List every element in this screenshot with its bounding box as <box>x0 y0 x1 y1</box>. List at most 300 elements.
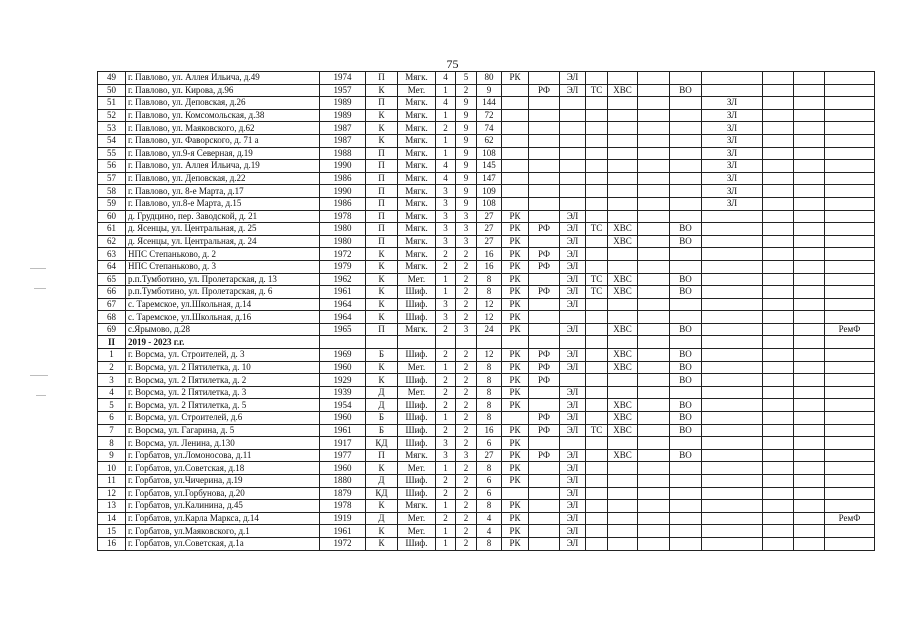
cell-el <box>560 109 586 122</box>
cell-walls: Мягк. <box>398 147 436 160</box>
cell-c14 <box>794 437 825 450</box>
cell-zl: ЗЛ <box>702 109 763 122</box>
cell-apartments: 12 <box>477 349 502 362</box>
cell-remf <box>825 361 875 374</box>
cell-floors: 4 <box>436 160 456 173</box>
cell-ts <box>586 399 608 412</box>
cell-entrances: 2 <box>456 500 477 513</box>
cell-ts <box>586 260 608 273</box>
cell-remf <box>825 235 875 248</box>
cell-year: 1917 <box>320 437 366 450</box>
cell-c14 <box>794 424 825 437</box>
cell-year: 1988 <box>320 147 366 160</box>
cell-remf <box>825 160 875 173</box>
cell-remf <box>825 273 875 286</box>
cell-entrances: 2 <box>456 399 477 412</box>
cell-c14 <box>794 97 825 110</box>
cell-rf <box>529 298 560 311</box>
cell-remf <box>825 424 875 437</box>
cell-hvs <box>608 437 638 450</box>
cell-c13 <box>763 512 794 525</box>
cell-hvs: ХВС <box>608 361 638 374</box>
scan-artifact <box>30 375 48 376</box>
cell-vo <box>670 210 702 223</box>
cell-entrances: 2 <box>456 437 477 450</box>
cell-material: К <box>366 109 398 122</box>
cell-c14 <box>794 298 825 311</box>
cell-c10 <box>638 487 670 500</box>
cell-ts <box>586 487 608 500</box>
cell-ts <box>586 311 608 324</box>
cell-apartments: 8 <box>477 374 502 387</box>
table-row <box>98 311 875 324</box>
cell-el <box>560 336 586 349</box>
cell-year: 1964 <box>320 311 366 324</box>
cell-c14 <box>794 160 825 173</box>
cell-c10 <box>638 147 670 160</box>
table-row <box>98 298 875 311</box>
cell-c13 <box>763 248 794 261</box>
cell-floors: 4 <box>436 72 456 85</box>
cell-hvs: ХВС <box>608 273 638 286</box>
cell-entrances: 9 <box>456 97 477 110</box>
cell-hvs: ХВС <box>608 223 638 236</box>
cell-entrances <box>456 336 477 349</box>
cell-entrances: 2 <box>456 424 477 437</box>
cell-floors <box>436 336 456 349</box>
cell-rk: РК <box>502 298 529 311</box>
cell-year: 1960 <box>320 462 366 475</box>
cell-material: К <box>366 462 398 475</box>
cell-walls: Шиф. <box>398 374 436 387</box>
cell-apartments: 8 <box>477 500 502 513</box>
cell-el: ЭЛ <box>560 273 586 286</box>
cell-c13 <box>763 399 794 412</box>
cell-vo <box>670 97 702 110</box>
cell-vo <box>670 500 702 513</box>
table-body <box>98 72 875 551</box>
cell-walls: Мягк. <box>398 122 436 135</box>
cell-rk: РК <box>502 235 529 248</box>
cell-material: П <box>366 235 398 248</box>
cell-apartments: 72 <box>477 109 502 122</box>
cell-c13 <box>763 134 794 147</box>
cell-rf: РФ <box>529 349 560 362</box>
cell-rk: РК <box>502 449 529 462</box>
cell-rf <box>529 525 560 538</box>
cell-vo: ВО <box>670 412 702 425</box>
cell-el: ЭЛ <box>560 210 586 223</box>
cell-num: 61 <box>98 223 126 236</box>
cell-num: 5 <box>98 399 126 412</box>
cell-vo <box>670 172 702 185</box>
cell-year: 1977 <box>320 449 366 462</box>
cell-c13 <box>763 487 794 500</box>
cell-c13 <box>763 449 794 462</box>
cell-zl <box>702 500 763 513</box>
cell-material: П <box>366 210 398 223</box>
cell-entrances: 3 <box>456 210 477 223</box>
cell-ts: ТС <box>586 286 608 299</box>
cell-entrances: 9 <box>456 134 477 147</box>
cell-floors: 1 <box>436 84 456 97</box>
cell-material: К <box>366 286 398 299</box>
table-row <box>98 399 875 412</box>
table-row <box>98 412 875 425</box>
cell-num: 51 <box>98 97 126 110</box>
cell-rk: РК <box>502 349 529 362</box>
cell-c14 <box>794 260 825 273</box>
cell-year: 1987 <box>320 122 366 135</box>
cell-c14 <box>794 197 825 210</box>
cell-ts <box>586 97 608 110</box>
cell-vo <box>670 386 702 399</box>
cell-entrances: 2 <box>456 298 477 311</box>
cell-el <box>560 374 586 387</box>
cell-c13 <box>763 462 794 475</box>
cell-vo: ВО <box>670 286 702 299</box>
cell-num: 12 <box>98 487 126 500</box>
cell-ts <box>586 500 608 513</box>
cell-vo <box>670 260 702 273</box>
cell-ts <box>586 160 608 173</box>
cell-vo: ВО <box>670 323 702 336</box>
cell-el: ЭЛ <box>560 286 586 299</box>
cell-zl <box>702 487 763 500</box>
table-row <box>98 437 875 450</box>
cell-remf <box>825 462 875 475</box>
cell-rk <box>502 336 529 349</box>
cell-material: К <box>366 260 398 273</box>
cell-el <box>560 97 586 110</box>
cell-remf <box>825 122 875 135</box>
cell-entrances: 2 <box>456 311 477 324</box>
cell-rk: РК <box>502 248 529 261</box>
cell-c13 <box>763 336 794 349</box>
cell-address: г. Горбатов, ул.Маяковского, д.1 <box>126 525 320 538</box>
cell-address: г. Ворсма, ул. Ленина, д.130 <box>126 437 320 450</box>
cell-address: р.п.Тумботино, ул. Пролетарская, д. 13 <box>126 273 320 286</box>
cell-c10 <box>638 97 670 110</box>
cell-el: ЭЛ <box>560 223 586 236</box>
cell-c14 <box>794 122 825 135</box>
cell-c10 <box>638 449 670 462</box>
cell-walls: Мягк. <box>398 109 436 122</box>
cell-hvs <box>608 160 638 173</box>
cell-apartments: 8 <box>477 286 502 299</box>
cell-floors: 2 <box>436 323 456 336</box>
cell-floors: 2 <box>436 374 456 387</box>
cell-c10 <box>638 537 670 550</box>
cell-rf: РФ <box>529 412 560 425</box>
cell-hvs <box>608 172 638 185</box>
cell-address: 2019 - 2023 г.г. <box>126 336 320 349</box>
cell-c13 <box>763 97 794 110</box>
cell-floors: 2 <box>436 475 456 488</box>
cell-num: 66 <box>98 286 126 299</box>
cell-apartments: 8 <box>477 386 502 399</box>
cell-rk: РК <box>502 311 529 324</box>
cell-num: 49 <box>98 72 126 85</box>
cell-rk <box>502 197 529 210</box>
cell-walls: Шиф. <box>398 349 436 362</box>
cell-c10 <box>638 525 670 538</box>
cell-floors: 2 <box>436 248 456 261</box>
cell-c10 <box>638 512 670 525</box>
cell-material: Б <box>366 412 398 425</box>
cell-year: 1957 <box>320 84 366 97</box>
cell-num: 59 <box>98 197 126 210</box>
cell-hvs: ХВС <box>608 84 638 97</box>
cell-entrances: 2 <box>456 273 477 286</box>
cell-apartments: 8 <box>477 537 502 550</box>
cell-hvs <box>608 197 638 210</box>
cell-num: 69 <box>98 323 126 336</box>
cell-walls: Шиф. <box>398 399 436 412</box>
cell-remf <box>825 349 875 362</box>
cell-el <box>560 197 586 210</box>
cell-walls: Мет. <box>398 386 436 399</box>
cell-hvs <box>608 537 638 550</box>
cell-floors: 3 <box>436 185 456 198</box>
cell-apartments: 16 <box>477 248 502 261</box>
cell-address: д. Ясенцы, ул. Центральная, д. 24 <box>126 235 320 248</box>
cell-address: с. Таремское, ул.Школьная, д.14 <box>126 298 320 311</box>
cell-floors: 2 <box>436 122 456 135</box>
cell-year: 1954 <box>320 399 366 412</box>
cell-year: 1961 <box>320 424 366 437</box>
cell-ts <box>586 336 608 349</box>
cell-el <box>560 437 586 450</box>
cell-apartments: 74 <box>477 122 502 135</box>
cell-c14 <box>794 223 825 236</box>
table-row <box>98 374 875 387</box>
cell-apartments: 4 <box>477 512 502 525</box>
cell-num: 14 <box>98 512 126 525</box>
cell-zl: ЗЛ <box>702 147 763 160</box>
cell-walls: Мягк. <box>398 248 436 261</box>
cell-c13 <box>763 185 794 198</box>
cell-el <box>560 160 586 173</box>
table-row <box>98 386 875 399</box>
cell-zl <box>702 210 763 223</box>
cell-material: К <box>366 84 398 97</box>
cell-floors: 2 <box>436 487 456 500</box>
cell-year: 1962 <box>320 273 366 286</box>
cell-hvs <box>608 134 638 147</box>
cell-floors: 3 <box>436 298 456 311</box>
cell-rf <box>529 475 560 488</box>
cell-el: ЭЛ <box>560 500 586 513</box>
cell-material: П <box>366 147 398 160</box>
cell-address: г. Павлово, ул. Деповская, д.22 <box>126 172 320 185</box>
cell-ts <box>586 172 608 185</box>
cell-zl <box>702 84 763 97</box>
cell-c13 <box>763 273 794 286</box>
cell-zl <box>702 260 763 273</box>
cell-year: 1929 <box>320 374 366 387</box>
cell-zl <box>702 399 763 412</box>
cell-num: 10 <box>98 462 126 475</box>
cell-ts <box>586 323 608 336</box>
cell-apartments: 8 <box>477 412 502 425</box>
cell-remf <box>825 84 875 97</box>
cell-entrances: 2 <box>456 512 477 525</box>
cell-el: ЭЛ <box>560 424 586 437</box>
cell-apartments: 9 <box>477 84 502 97</box>
cell-c13 <box>763 412 794 425</box>
cell-num: 50 <box>98 84 126 97</box>
cell-c14 <box>794 134 825 147</box>
cell-c10 <box>638 500 670 513</box>
cell-c13 <box>763 349 794 362</box>
cell-zl: ЗЛ <box>702 185 763 198</box>
cell-c13 <box>763 311 794 324</box>
table-row <box>98 336 875 349</box>
cell-ts <box>586 537 608 550</box>
cell-vo: ВО <box>670 399 702 412</box>
cell-address: г. Павлово, ул. Деповская, д.26 <box>126 97 320 110</box>
cell-ts <box>586 525 608 538</box>
cell-floors: 1 <box>436 500 456 513</box>
cell-floors: 1 <box>436 361 456 374</box>
cell-num: 58 <box>98 185 126 198</box>
cell-remf <box>825 223 875 236</box>
cell-entrances: 2 <box>456 475 477 488</box>
cell-material: Д <box>366 386 398 399</box>
cell-address: г. Павлово, ул. Маяковского, д.62 <box>126 122 320 135</box>
cell-zl <box>702 72 763 85</box>
cell-zl <box>702 449 763 462</box>
cell-num: II <box>98 336 126 349</box>
cell-ts <box>586 298 608 311</box>
cell-num: 15 <box>98 525 126 538</box>
cell-floors: 1 <box>436 412 456 425</box>
cell-ts <box>586 134 608 147</box>
cell-el: ЭЛ <box>560 386 586 399</box>
cell-entrances: 5 <box>456 72 477 85</box>
cell-zl <box>702 537 763 550</box>
cell-address: г. Павлово, ул. Аллея Ильича, д.49 <box>126 72 320 85</box>
cell-entrances: 2 <box>456 462 477 475</box>
cell-num: 1 <box>98 349 126 362</box>
cell-rf: РФ <box>529 424 560 437</box>
cell-c14 <box>794 235 825 248</box>
cell-num: 63 <box>98 248 126 261</box>
cell-remf <box>825 172 875 185</box>
cell-ts <box>586 412 608 425</box>
cell-c13 <box>763 210 794 223</box>
cell-hvs <box>608 147 638 160</box>
cell-floors: 1 <box>436 462 456 475</box>
cell-c14 <box>794 185 825 198</box>
cell-rf <box>529 210 560 223</box>
cell-rf <box>529 487 560 500</box>
cell-floors: 2 <box>436 260 456 273</box>
cell-year: 1969 <box>320 349 366 362</box>
cell-rf: РФ <box>529 248 560 261</box>
cell-entrances: 9 <box>456 147 477 160</box>
cell-material: К <box>366 273 398 286</box>
cell-address: г. Горбатов, ул.Калинина, д.45 <box>126 500 320 513</box>
cell-hvs <box>608 386 638 399</box>
table-row <box>98 273 875 286</box>
cell-c10 <box>638 399 670 412</box>
cell-c14 <box>794 248 825 261</box>
cell-num: 2 <box>98 361 126 374</box>
cell-rf <box>529 172 560 185</box>
cell-floors: 3 <box>436 223 456 236</box>
cell-rf: РФ <box>529 286 560 299</box>
cell-c10 <box>638 84 670 97</box>
cell-address: г. Горбатов, ул.Горбунова, д.20 <box>126 487 320 500</box>
cell-el: ЭЛ <box>560 84 586 97</box>
cell-c14 <box>794 323 825 336</box>
cell-c14 <box>794 72 825 85</box>
cell-c13 <box>763 525 794 538</box>
cell-num: 9 <box>98 449 126 462</box>
cell-rk: РК <box>502 374 529 387</box>
cell-c10 <box>638 361 670 374</box>
cell-apartments: 8 <box>477 462 502 475</box>
table-row <box>98 172 875 185</box>
cell-el: ЭЛ <box>560 412 586 425</box>
cell-walls: Мягк. <box>398 197 436 210</box>
cell-c13 <box>763 197 794 210</box>
table-row <box>98 475 875 488</box>
cell-walls: Шиф. <box>398 424 436 437</box>
cell-address: г. Павлово, ул. Кирова, д.96 <box>126 84 320 97</box>
cell-material: П <box>366 97 398 110</box>
cell-c14 <box>794 286 825 299</box>
cell-vo <box>670 437 702 450</box>
cell-c13 <box>763 323 794 336</box>
cell-hvs <box>608 311 638 324</box>
cell-c10 <box>638 374 670 387</box>
cell-c14 <box>794 210 825 223</box>
cell-floors: 2 <box>436 512 456 525</box>
cell-c13 <box>763 147 794 160</box>
cell-rf <box>529 197 560 210</box>
table-row <box>98 147 875 160</box>
cell-c10 <box>638 134 670 147</box>
cell-remf <box>825 210 875 223</box>
cell-rf: РФ <box>529 449 560 462</box>
cell-floors: 4 <box>436 97 456 110</box>
cell-c10 <box>638 210 670 223</box>
table-row <box>98 323 875 336</box>
cell-c14 <box>794 147 825 160</box>
cell-zl <box>702 273 763 286</box>
cell-apartments: 8 <box>477 361 502 374</box>
cell-entrances: 2 <box>456 525 477 538</box>
cell-rf <box>529 147 560 160</box>
cell-address: г. Павлово, ул. 8-е Марта, д.17 <box>126 185 320 198</box>
cell-rk: РК <box>502 386 529 399</box>
cell-rk <box>502 97 529 110</box>
cell-material: П <box>366 72 398 85</box>
cell-vo <box>670 462 702 475</box>
cell-hvs: ХВС <box>608 399 638 412</box>
cell-c13 <box>763 235 794 248</box>
table-row <box>98 512 875 525</box>
cell-walls: Мет. <box>398 462 436 475</box>
cell-entrances: 3 <box>456 449 477 462</box>
cell-year: 1989 <box>320 97 366 110</box>
cell-c10 <box>638 109 670 122</box>
cell-zl <box>702 286 763 299</box>
cell-c13 <box>763 361 794 374</box>
